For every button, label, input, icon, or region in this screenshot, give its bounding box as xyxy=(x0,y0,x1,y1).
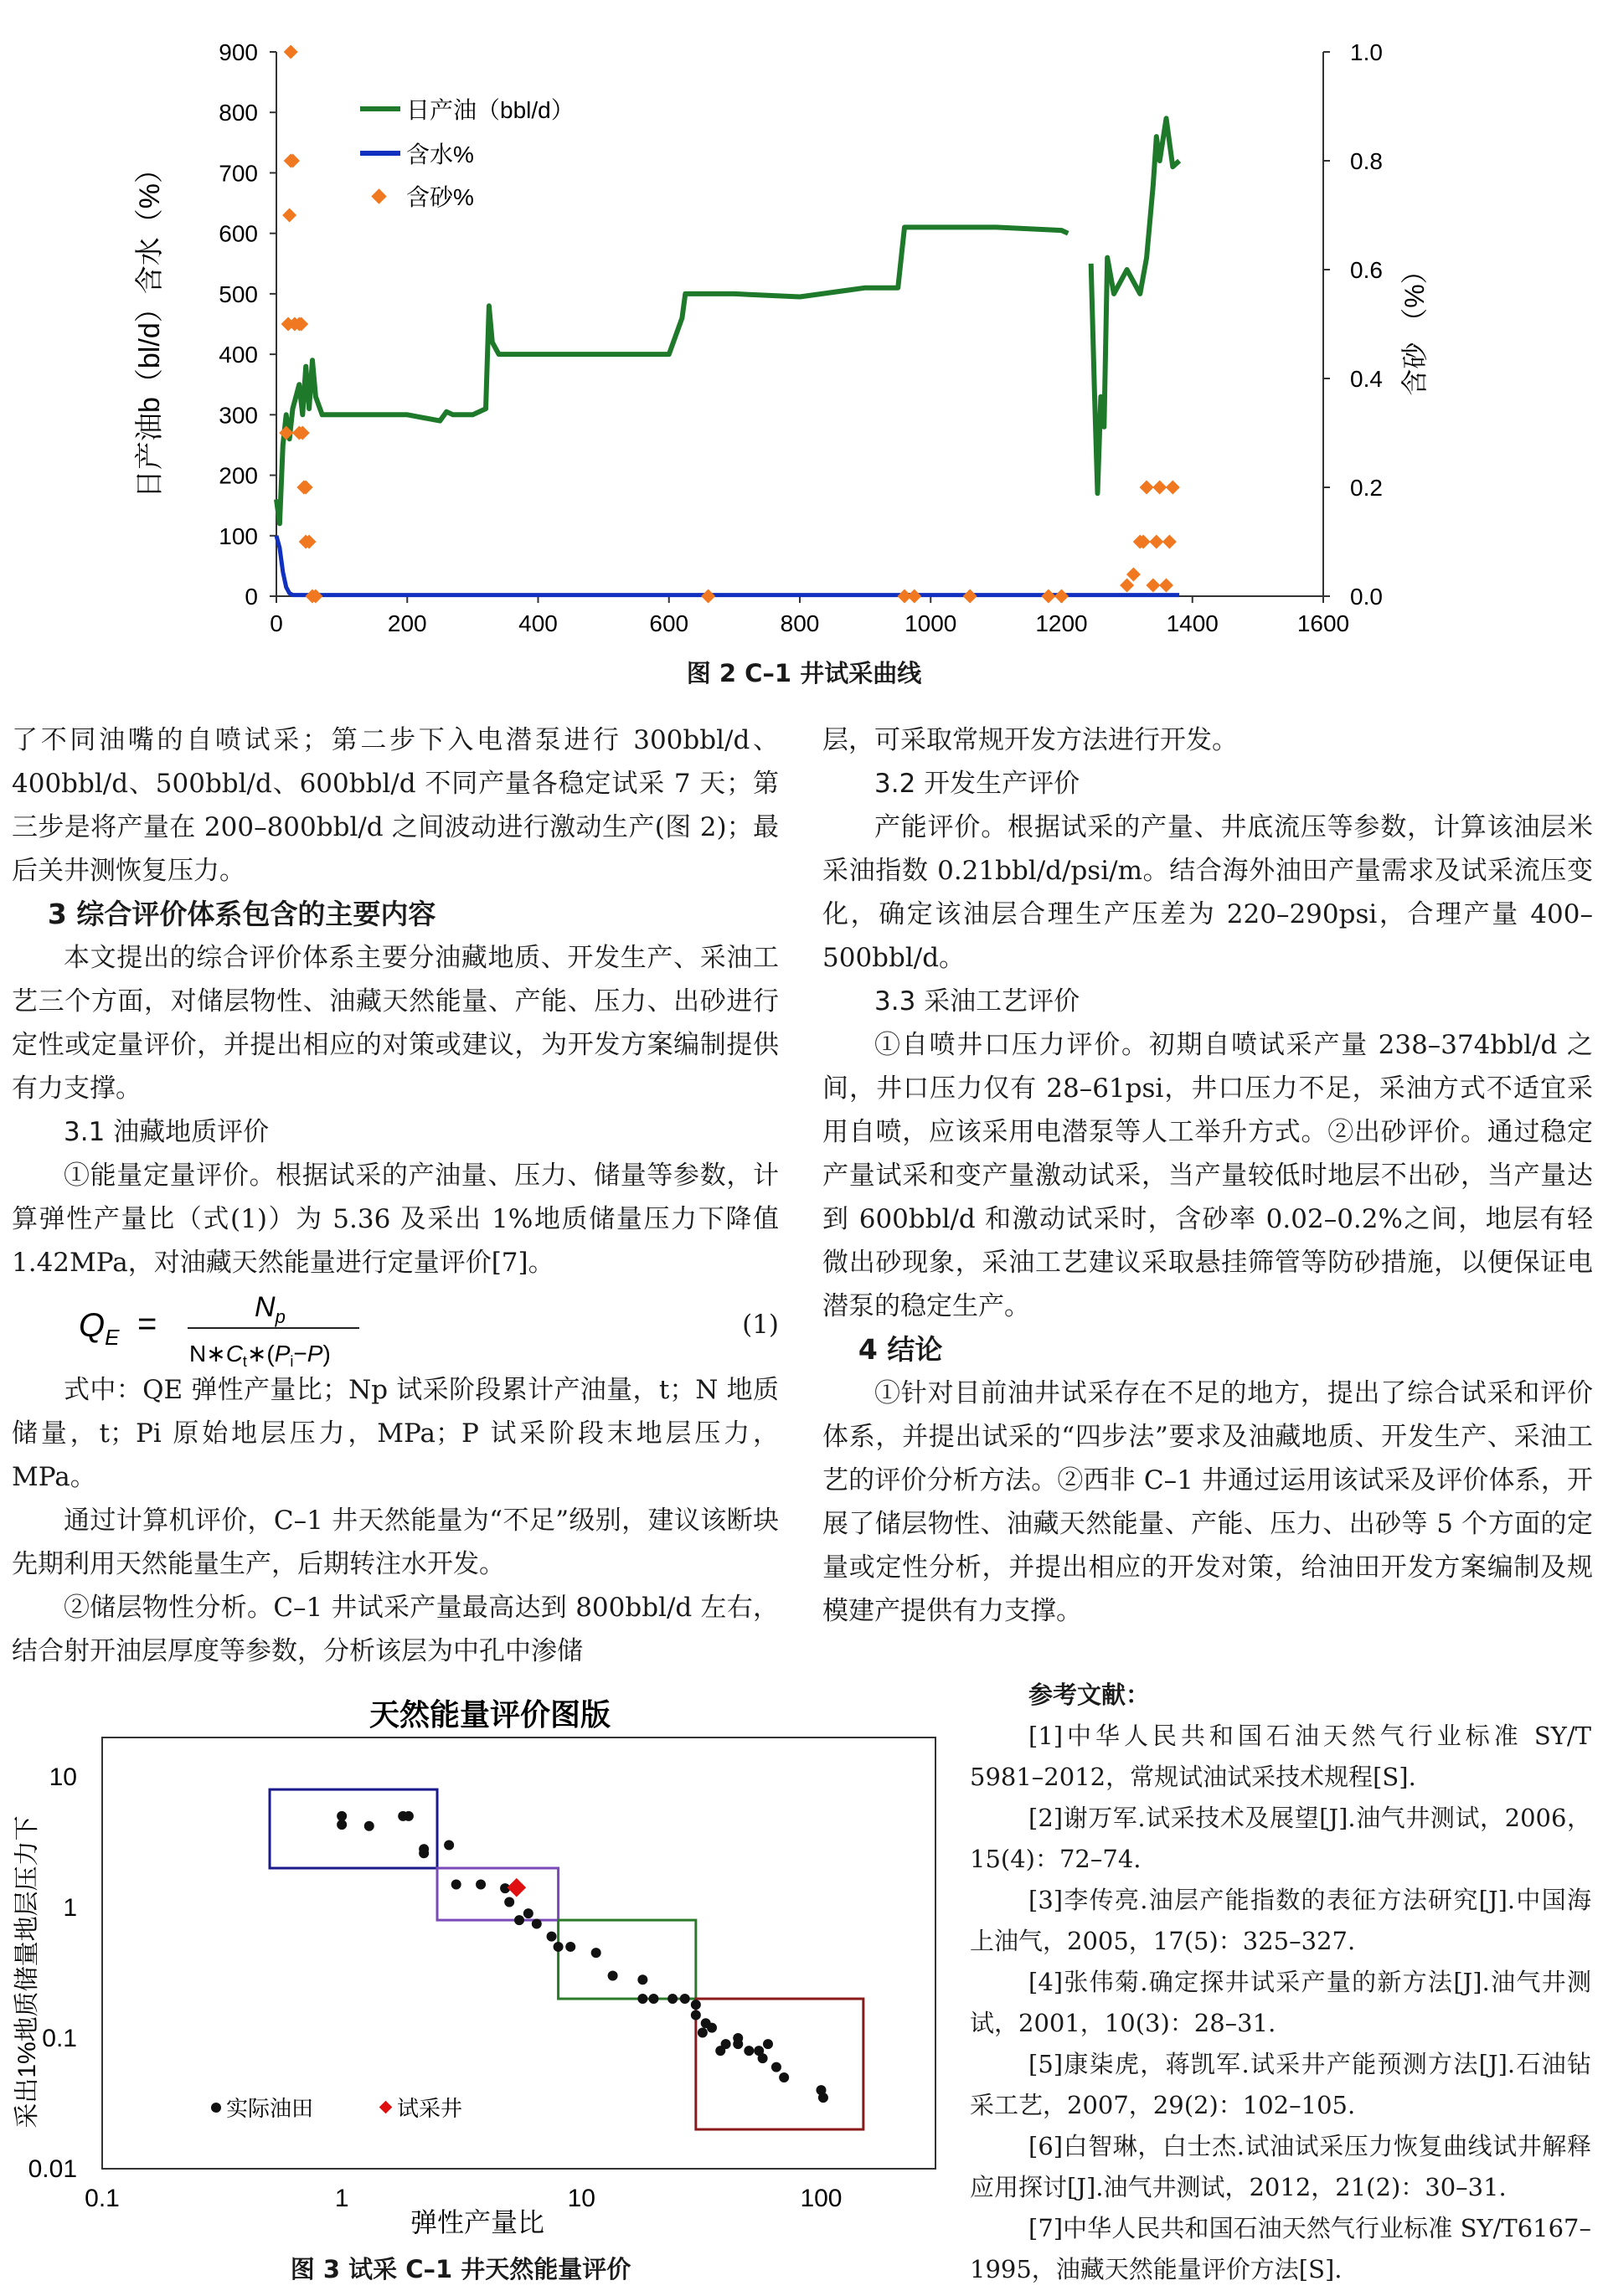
y-tick-label: 1 xyxy=(63,1893,77,1922)
field-point xyxy=(591,1948,601,1958)
x-tick-label: 1200 xyxy=(1035,610,1088,636)
field-point xyxy=(691,2010,701,2021)
legend-oil-label: 日产油（bbl/d） xyxy=(406,97,575,123)
x-tick-label: 0 xyxy=(270,610,283,636)
right-tick-label: 1.0 xyxy=(1350,39,1383,65)
svg-text:QE: $Q_E$ xyxy=(79,1307,120,1350)
right-paragraph-2: 产能评价。根据试采的产量、井底流压等参数，计算该油层米采油指数 0.21bbl/d/psi/m。结合海外油田产量需求及试采流压变化，确定该油层合理生产压差为 220–290psi，合理产量 400–500bbl/d。 xyxy=(822,812,1593,973)
field-point xyxy=(547,1932,557,1942)
field-point xyxy=(763,2039,773,2049)
x-tick-label: 1000 xyxy=(904,610,957,636)
field-point xyxy=(451,1880,461,1890)
left-tick-label: 0 xyxy=(245,584,258,610)
x-tick-label: 600 xyxy=(649,610,689,636)
sand-point xyxy=(286,154,300,168)
field-point xyxy=(744,2046,754,2056)
left-tick-label: 100 xyxy=(219,523,258,549)
x-tick-label: 200 xyxy=(387,610,427,636)
field-point xyxy=(504,1897,514,1907)
legend xyxy=(360,97,575,210)
left-paragraph-1: 了不同油嘴的自喷试采；第二步下入电潜泵进行 300bbl/d、400bbl/d、500bbl/d、600bbl/d 不同产量各稳定试采 7 天；第三步是将产量在 200–800bbl/d 之间波动进行激动生产(图 2)；最后关井测恢复压力。 xyxy=(12,725,779,886)
figure-3-title: 天然能量评价图版 xyxy=(368,1697,611,1732)
equation-1-graphic xyxy=(12,1284,779,1368)
right-tick-label: 0.6 xyxy=(1350,257,1383,283)
left-tick-label: 300 xyxy=(219,402,258,429)
right-tick-label: 0.0 xyxy=(1350,584,1383,610)
right-paragraph-3: ①自喷井口压力评价。初期自喷试采产量 238–374bbl/d 之间，井口压力仅有 28–61psi，井口压力不足，采油方式不适宜采用自喷，应该采用电潜泵等人工举升方式。②出砂评价。通过稳定产量试采和变产量激动试采，当产量较低时地层不出砂，当产量达到 600bbl/d 和激动试采时，含砂率 0.02–0.2%之间，地层有轻微出砂现象，采油工艺建议采取悬挂筛管等防砂措施，以便保证电潜泵的稳定生产。 xyxy=(822,1030,1593,1321)
field-point xyxy=(523,1908,533,1918)
y-tick-label: 10 xyxy=(49,1763,77,1791)
field-point xyxy=(721,2039,731,2049)
legend-well-label: 试采井 xyxy=(397,2096,463,2121)
left-paragraph-2: 本文提出的综合评价体系主要分油藏地质、开发生产、采油工艺三个方面，对储层物性、油藏天然能量、产能、压力、出砂进行定性或定量评价，并提出相应的对策或建议，为开发方案编制提供有力支撑。 xyxy=(12,943,779,1104)
left-tick-label: 400 xyxy=(219,342,258,368)
left-tick-label: 800 xyxy=(219,100,258,126)
reference-7: [7]中华人民共和国石油天然气行业标准 SY/T6167–1995，油藏天然能量评价方法[S]. xyxy=(970,2214,1591,2283)
x-tick-label: 1 xyxy=(334,2185,349,2212)
field-point xyxy=(698,2028,708,2038)
left-tick-label: 900 xyxy=(219,39,258,65)
x-tick-label: 0.1 xyxy=(85,2185,120,2212)
sand-point xyxy=(1126,568,1141,582)
energy-region-box xyxy=(437,1868,559,1920)
x-tick-label: 10 xyxy=(567,2185,595,2212)
sand-point xyxy=(299,481,313,495)
figure-2-production-chart xyxy=(0,0,1608,670)
references-title: 参考文献： xyxy=(1028,1681,1151,1709)
water-cut-line xyxy=(276,536,1179,595)
field-point xyxy=(337,1811,347,1821)
left-paragraph-3: ①能量定量评价。根据试采的产油量、压力、储量等参数，计算弹性产量比（式(1)）为 5.36 及采出 1%地质储量压力下降值 1.42MPa，对油藏天然能量进行定量评价[7]。 xyxy=(12,1161,779,1278)
field-point xyxy=(608,1971,618,1981)
sand-point xyxy=(907,589,921,604)
reference-3: [3]李传亮.油层产能指数的表征方法研究[J].中国海上油气，2005，17(5)：325–327. xyxy=(970,1886,1591,1955)
oil-rate-line xyxy=(276,227,1068,523)
field-point xyxy=(648,1994,658,2004)
energy-region-box xyxy=(559,1920,696,1999)
field-point xyxy=(444,1840,454,1851)
y-axis-right-label: 含砂 （%） xyxy=(1399,257,1430,396)
legend-sand-label: 含砂% xyxy=(406,184,474,210)
x-tick-label: 1600 xyxy=(1296,610,1350,636)
field-point xyxy=(419,1848,429,1858)
left-paragraph-5: 通过计算机评价，C–1 井天然能量为“不足”级别，建议该断块先期利用天然能量生产，后期转注水开发。 xyxy=(12,1506,779,1579)
right-column xyxy=(822,718,1593,1633)
equation-1 xyxy=(12,1284,779,1368)
reference-5: [5]康柒虎，蒋凯军.试采井产能预测方法[J].石油钻采工艺，2007，29(2)：102–105. xyxy=(970,2050,1591,2119)
left-paragraph-4: 式中：QE 弹性产量比；Np 试采阶段累计产油量，t；N 地质储量，t；Pi 原始地层压力，MPa；P 试采阶段末地层压力，MPa。 xyxy=(12,1375,779,1492)
x-tick-label: 400 xyxy=(518,610,558,636)
legend-field-marker xyxy=(211,2103,221,2113)
sand-point xyxy=(282,208,296,223)
field-point xyxy=(818,2093,828,2103)
left-tick-label: 600 xyxy=(219,220,258,247)
field-point xyxy=(514,1915,524,1925)
sand-point xyxy=(963,589,977,604)
field-point xyxy=(680,1994,690,2004)
section-3-3-heading: 3.3 采油工艺评价 xyxy=(874,986,1080,1017)
sand-point xyxy=(701,589,715,604)
field-point xyxy=(771,2062,781,2072)
x-axis-label: 弹性产量比 xyxy=(410,2207,545,2237)
figure-3-caption: 图 3 试采 C–1 井天然能量评价 xyxy=(290,2255,631,2283)
sand-point xyxy=(1159,579,1173,593)
left-tick-label: 500 xyxy=(219,281,258,307)
y-axis-left-label: 日产油b（bl/d）含水（%） xyxy=(134,155,166,498)
right-paragraph-4: ①针对目前油井试采存在不足的地方，提出了综合试采和评价体系，并提出试采的“四步法”要求及油藏地质、开发生产、采油工艺的评价分析方法。②西非 C–1 井通过运用该试采及评价体系，开展了储层物性、油藏天然能量、产能、压力、出砂等 5 个方面的定量或定性分析，并提出相应的开发对策，给油田开发方案编制及规模建产提供有力支撑。 xyxy=(822,1378,1593,1626)
sand-point xyxy=(1140,481,1154,495)
field-point xyxy=(779,2072,789,2082)
field-point xyxy=(637,1974,647,1985)
right-paragraph-1: 层，可采取常规开发方法进行开发。 xyxy=(822,725,1238,755)
legend-sand-marker xyxy=(371,188,386,203)
section-3-heading: 3 综合评价体系包含的主要内容 xyxy=(47,898,436,930)
field-point xyxy=(707,2023,717,2033)
y-tick-label: 0.01 xyxy=(28,2155,77,2183)
field-point xyxy=(476,1880,486,1890)
left-paragraph-6: ②储层物性分析。C–1 井试采产量最高达到 800bbl/d 左右，结合射开油层厚度等参数，分析该层为中孔中渗储 xyxy=(12,1593,779,1666)
field-point xyxy=(691,2000,701,2010)
left-tick-label: 700 xyxy=(219,160,258,187)
field-point xyxy=(404,1811,414,1821)
x-tick-label: 1400 xyxy=(1166,610,1219,636)
field-point xyxy=(667,1994,678,2004)
test-well-point xyxy=(507,1878,526,1897)
field-point xyxy=(758,2053,768,2063)
field-point xyxy=(565,1942,575,1952)
sand-point xyxy=(1041,589,1055,604)
field-point xyxy=(554,1942,564,1952)
field-point xyxy=(532,1918,542,1928)
svg-text:Np: $N_p$ xyxy=(255,1291,286,1327)
oil-rate-line xyxy=(1091,118,1179,493)
reference-2: [2]谢万军.试采技术及展望[J].油气井测试，2006，15(4)：72–74. xyxy=(970,1804,1591,1873)
field-point xyxy=(733,2033,743,2043)
svg-text:=: = xyxy=(137,1305,157,1342)
field-point xyxy=(364,1821,374,1831)
left-column xyxy=(12,718,779,1673)
x-tick-label: 800 xyxy=(780,610,820,636)
equation-number: (1) xyxy=(742,1310,779,1340)
legend-well-marker xyxy=(379,2101,393,2114)
right-tick-label: 0.8 xyxy=(1350,148,1383,174)
field-point xyxy=(337,1820,347,1830)
y-axis-label: 采出1%地质储量地层压力下 xyxy=(13,1815,41,2129)
sand-point xyxy=(284,45,298,59)
references xyxy=(970,1675,1591,2290)
section-4-heading: 4 结论 xyxy=(858,1333,943,1366)
section-3-1-heading: 3.1 油藏地质评价 xyxy=(64,1117,270,1147)
sand-point xyxy=(1054,589,1069,604)
sand-point xyxy=(1152,481,1167,495)
legend-field-label: 实际油田 xyxy=(226,2096,314,2121)
sand-point xyxy=(1162,535,1177,549)
svg-text:N∗Ct∗(Pi−P): $N∗C_t∗(P_i-P)$ xyxy=(189,1341,331,1368)
sand-point xyxy=(1149,535,1163,549)
x-tick-label: 100 xyxy=(800,2185,843,2212)
y-tick-label: 0.1 xyxy=(42,2024,77,2052)
right-tick-label: 0.4 xyxy=(1350,366,1383,392)
reference-6: [6]白智琳，白士杰.试油试采压力恢复曲线试井解释应用探讨[J].油气井测试，2012，21(2)：30–31. xyxy=(970,2132,1591,2201)
energy-region-box xyxy=(270,1789,437,1868)
sand-point xyxy=(1146,579,1160,593)
sand-point xyxy=(1166,481,1180,495)
reference-4: [4]张伟菊.确定探井试采产量的新方法[J].油气井测试，2001，10(3)：28–31. xyxy=(970,1968,1591,2037)
left-tick-label: 200 xyxy=(219,462,258,489)
figure-3-energy-chart xyxy=(0,1683,946,2261)
section-3-2-heading: 3.2 开发生产评价 xyxy=(874,769,1080,799)
legend-water-label: 含水% xyxy=(406,142,474,167)
right-tick-label: 0.2 xyxy=(1350,475,1383,501)
reference-1: [1]中华人民共和国石油天然气行业标准 SY/T 5981–2012，常规试油试采技术规程[S]. xyxy=(970,1722,1591,1791)
figure-2-caption: 图 2 C–1 井试采曲线 xyxy=(686,659,922,687)
sand-point xyxy=(1120,579,1134,593)
field-point xyxy=(637,1994,647,2004)
